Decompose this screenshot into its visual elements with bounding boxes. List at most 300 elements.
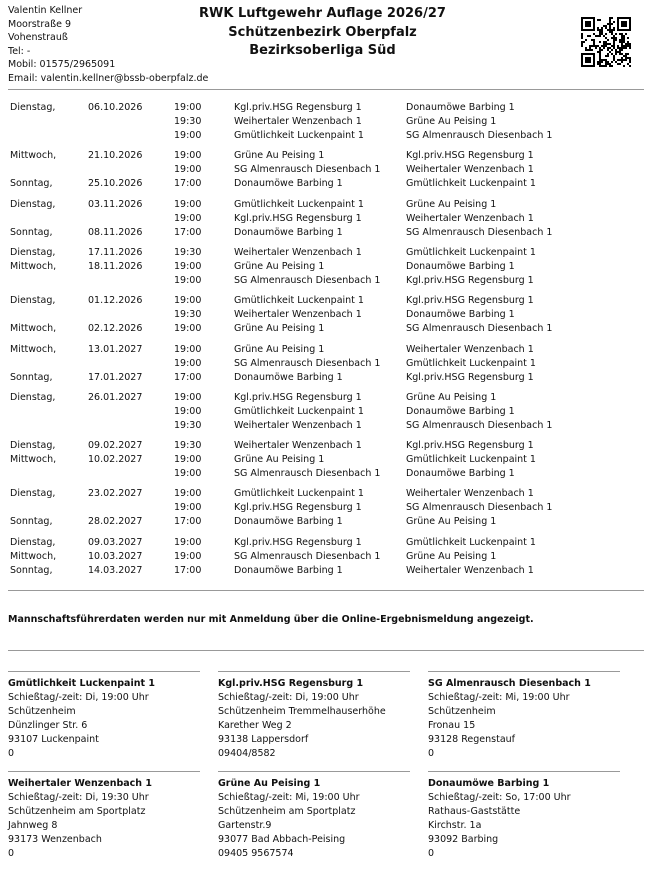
qr-module	[617, 51, 619, 53]
qr-module	[589, 47, 591, 49]
fixture-row	[0, 391, 645, 405]
fixture-date: 21.10.2026	[88, 150, 143, 162]
fixture-away-team: SG Almenrausch Diesenbach 1	[406, 502, 553, 514]
qr-module	[587, 23, 589, 25]
fixture-away-team: Gmütlichkeit Luckenpaint 1	[406, 178, 536, 190]
fixture-row	[0, 274, 645, 288]
team-name: Kgl.priv.HSG Regensburg 1	[218, 678, 364, 689]
qr-module	[625, 47, 627, 49]
team-street: Karether Weg 2	[218, 720, 292, 731]
fixture-time: 19:30	[174, 246, 202, 258]
qr-module	[581, 29, 583, 31]
qr-module	[623, 37, 625, 39]
fixture-home-team: Donaumöwe Barbing 1	[234, 226, 343, 238]
fixture-time: 19:00	[174, 536, 202, 548]
qr-module	[611, 65, 613, 67]
qr-module	[581, 27, 583, 29]
team-contact-card	[8, 677, 200, 761]
qr-module	[581, 41, 583, 43]
fixture-away-team: Weihertaler Wenzenbach 1	[406, 343, 534, 355]
qr-module	[593, 59, 595, 61]
team-phone: 09404/8582	[218, 748, 276, 759]
qr-module	[619, 49, 621, 51]
contact-tel: Tel: -	[8, 45, 31, 57]
qr-module	[617, 19, 619, 21]
qr-module	[599, 35, 601, 37]
fixture-time: 19:00	[174, 468, 202, 480]
qr-module	[601, 61, 603, 63]
qr-module	[603, 45, 605, 47]
qr-module	[589, 25, 591, 27]
qr-module	[621, 59, 623, 61]
qr-module	[599, 61, 601, 63]
fixture-time: 19:00	[174, 488, 202, 500]
fixture-time: 19:00	[174, 550, 202, 562]
qr-module	[589, 21, 591, 23]
qr-module	[613, 57, 615, 59]
fixture-time: 17:00	[174, 178, 202, 190]
fixture-day: Dienstag,	[10, 198, 56, 210]
qr-module	[613, 55, 615, 57]
qr-module	[629, 17, 631, 19]
team-city: 93107 Luckenpaint	[8, 734, 99, 745]
qr-module	[597, 35, 599, 37]
fixture-day: Sonntag,	[10, 226, 53, 238]
qr-module	[623, 41, 625, 43]
fixture-away-team: Gmütlichkeit Luckenpaint 1	[406, 536, 536, 548]
qr-module	[621, 33, 623, 35]
fixture-row	[0, 453, 645, 467]
qr-module	[625, 17, 627, 19]
fixture-home-team: Gmütlichkeit Luckenpaint 1	[234, 198, 364, 210]
fixture-home-team: Grüne Au Peising 1	[234, 323, 325, 335]
qr-module	[607, 47, 609, 49]
qr-module	[603, 47, 605, 49]
qr-module	[619, 29, 621, 31]
qr-module	[619, 53, 621, 55]
fixture-home-team: Donaumöwe Barbing 1	[234, 371, 343, 383]
qr-module	[625, 45, 627, 47]
qr-module	[615, 49, 617, 51]
qr-module	[589, 61, 591, 63]
qr-module	[615, 61, 617, 63]
qr-module	[603, 35, 605, 37]
qr-module	[629, 27, 631, 29]
qr-module	[587, 59, 589, 61]
qr-module	[593, 21, 595, 23]
qr-module	[613, 35, 615, 37]
fixture-time: 19:00	[174, 130, 202, 141]
team-street: Fronau 15	[428, 720, 476, 731]
fixture-date: 09.02.2027	[88, 440, 143, 452]
qr-module	[617, 17, 619, 19]
qr-module	[581, 55, 583, 57]
qr-module	[627, 53, 629, 55]
qr-module	[605, 33, 607, 35]
fixture-date: 10.03.2027	[88, 550, 143, 562]
fixture-time: 19:00	[174, 343, 202, 355]
qr-module	[627, 57, 629, 59]
qr-module	[629, 43, 631, 45]
qr-module	[581, 43, 583, 45]
qr-module	[589, 35, 591, 37]
team-divider	[218, 671, 410, 672]
fixture-row	[0, 101, 645, 115]
team-phone: 0	[8, 848, 15, 859]
fixture-away-team: Grüne Au Peising 1	[406, 391, 497, 403]
fixture-away-team: SG Almenrausch Diesenbach 1	[406, 323, 553, 335]
qr-module	[623, 35, 625, 37]
fixture-date: 25.10.2026	[88, 178, 143, 190]
fixture-day: Mittwoch,	[10, 260, 57, 272]
qr-module	[593, 17, 595, 19]
qr-module	[625, 33, 627, 35]
fixture-time: 17:00	[174, 564, 202, 576]
fixture-day: Mittwoch,	[10, 550, 57, 562]
qr-module	[589, 57, 591, 59]
team-divider	[8, 771, 200, 772]
fixture-home-team: Weihertaler Wenzenbach 1	[234, 116, 362, 127]
qr-module	[613, 47, 615, 49]
fixture-day: Mittwoch,	[10, 150, 57, 162]
team-city: 93077 Bad Abbach-Peising	[218, 834, 346, 845]
fixture-time: 19:00	[174, 150, 202, 162]
qr-module	[581, 25, 583, 27]
fixtures-divider	[8, 590, 644, 591]
qr-module	[589, 59, 591, 61]
qr-module	[621, 61, 623, 63]
qr-module	[587, 25, 589, 27]
fixture-row	[0, 308, 645, 322]
qr-module	[583, 17, 585, 19]
qr-module	[589, 23, 591, 25]
qr-module	[615, 53, 617, 55]
fixture-date: 28.02.2027	[88, 516, 143, 528]
qr-module	[585, 21, 587, 23]
team-divider	[428, 671, 620, 672]
fixture-home-team: SG Almenrausch Diesenbach 1	[234, 274, 381, 286]
qr-module	[629, 61, 631, 63]
qr-module	[599, 33, 601, 35]
fixture-away-team: Grüne Au Peising 1	[406, 116, 497, 127]
qr-module	[591, 29, 593, 31]
qr-module	[627, 63, 629, 65]
team-contact-card	[8, 777, 200, 861]
qr-module	[623, 47, 625, 49]
team-name: Gmütlichkeit Luckenpaint 1	[8, 678, 155, 689]
fixture-home-team: Grüne Au Peising 1	[234, 454, 325, 466]
fixture-away-team: SG Almenrausch Diesenbach 1	[406, 226, 553, 238]
fixture-away-team: Kgl.priv.HSG Regensburg 1	[406, 371, 534, 383]
qr-module	[593, 39, 595, 41]
qr-module	[587, 29, 589, 31]
qr-module	[593, 19, 595, 21]
team-street: Dünzlinger Str. 6	[8, 720, 88, 731]
fixture-day: Mittwoch,	[10, 343, 57, 355]
qr-module	[625, 21, 627, 23]
qr-module	[629, 29, 631, 31]
fixture-date: 26.01.2027	[88, 391, 143, 403]
fixture-home-team: SG Almenrausch Diesenbach 1	[234, 550, 381, 562]
fixture-time: 19:00	[174, 260, 202, 272]
qr-module	[599, 29, 601, 31]
fixture-home-team: Kgl.priv.HSG Regensburg 1	[234, 536, 362, 548]
fixture-row	[0, 246, 645, 260]
fixture-time: 19:00	[174, 164, 202, 176]
qr-module	[603, 25, 605, 27]
team-street: Gartenstr.9	[218, 820, 272, 831]
qr-module	[581, 19, 583, 21]
qr-module	[609, 65, 611, 67]
fixture-away-team: Kgl.priv.HSG Regensburg 1	[406, 274, 534, 286]
qr-module	[593, 61, 595, 63]
qr-module	[585, 57, 587, 59]
fixture-away-team: Grüne Au Peising 1	[406, 516, 497, 528]
qr-module	[627, 29, 629, 31]
qr-module	[597, 45, 599, 47]
qr-module	[623, 65, 625, 67]
fixture-home-team: Gmütlichkeit Luckenpaint 1	[234, 405, 364, 417]
qr-module	[613, 21, 615, 23]
fixture-away-team: Kgl.priv.HSG Regensburg 1	[406, 295, 534, 307]
team-name: Weihertaler Wenzenbach 1	[8, 778, 152, 789]
qr-module	[599, 59, 601, 61]
qr-module	[607, 29, 609, 31]
qr-module	[619, 63, 621, 65]
fixture-home-team: Grüne Au Peising 1	[234, 343, 325, 355]
qr-module	[605, 25, 607, 27]
team-phone: 0	[8, 748, 15, 759]
fixture-day: Sonntag,	[10, 516, 53, 528]
qr-module	[611, 31, 613, 33]
qr-module	[617, 29, 619, 31]
qr-module	[595, 47, 597, 49]
qr-module	[583, 53, 585, 55]
fixture-day: Dienstag,	[10, 102, 56, 113]
qr-module	[611, 53, 613, 55]
fixture-away-team: Grüne Au Peising 1	[406, 198, 497, 210]
contact-street: Moorstraße 9	[8, 18, 72, 30]
qr-module	[623, 45, 625, 47]
fixture-home-team: Gmütlichkeit Luckenpaint 1	[234, 295, 364, 307]
qr-module	[613, 27, 615, 29]
qr-module	[625, 29, 627, 31]
qr-module	[627, 43, 629, 45]
qr-module	[615, 51, 617, 53]
qr-module	[589, 49, 591, 51]
fixture-date: 18.11.2026	[88, 260, 143, 272]
qr-code-icon	[581, 17, 631, 67]
qr-module	[581, 23, 583, 25]
fixture-away-team: Weihertaler Wenzenbach 1	[406, 564, 534, 576]
qr-module	[597, 63, 599, 65]
qr-module	[599, 19, 601, 21]
contact-name: Valentin Kellner	[8, 5, 83, 16]
fixture-time: 19:00	[174, 274, 202, 286]
team-contact-card	[218, 777, 410, 861]
qr-module	[617, 45, 619, 47]
team-divider	[428, 771, 620, 772]
qr-module	[625, 57, 627, 59]
fixture-time: 19:00	[174, 323, 202, 335]
team-schedule: Schießtag/-zeit: Mi, 19:00 Uhr	[218, 792, 360, 803]
fixture-away-team: Gmütlichkeit Luckenpaint 1	[406, 454, 536, 466]
team-divider	[218, 771, 410, 772]
fixture-time: 17:00	[174, 516, 202, 528]
fixture-home-team: Weihertaler Wenzenbach 1	[234, 419, 362, 431]
fixture-away-team: Weihertaler Wenzenbach 1	[406, 212, 534, 224]
qr-module	[599, 65, 601, 67]
qr-module	[583, 41, 585, 43]
qr-module	[585, 29, 587, 31]
qr-module	[621, 35, 623, 37]
fixture-home-team: SG Almenrausch Diesenbach 1	[234, 468, 381, 480]
qr-module	[601, 31, 603, 33]
qr-module	[609, 43, 611, 45]
qr-module	[609, 31, 611, 33]
fixture-home-team: SG Almenrausch Diesenbach 1	[234, 357, 381, 369]
qr-module	[611, 23, 613, 25]
fixture-row	[0, 129, 645, 143]
title-line-1: RWK Luftgewehr Auflage 2026/27	[199, 6, 446, 21]
qr-module	[619, 17, 621, 19]
qr-module	[629, 19, 631, 21]
fixture-row	[0, 357, 645, 371]
qr-module	[617, 21, 619, 23]
qr-module	[601, 49, 603, 51]
fixture-home-team: Kgl.priv.HSG Regensburg 1	[234, 102, 362, 113]
fixture-row	[0, 515, 645, 529]
qr-module	[605, 37, 607, 39]
qr-module	[595, 45, 597, 47]
fixture-away-team: Grüne Au Peising 1	[406, 550, 497, 562]
qr-module	[627, 45, 629, 47]
fixture-row	[0, 343, 645, 357]
qr-module	[619, 39, 621, 41]
fixture-day: Dienstag,	[10, 246, 56, 258]
fixture-row	[0, 467, 645, 481]
fixture-row	[0, 405, 645, 419]
fixture-day: Mittwoch,	[10, 323, 57, 335]
team-venue: Schützenheim Tremmelhauserhöhe	[218, 706, 386, 717]
qr-module	[607, 53, 609, 55]
qr-module	[597, 27, 599, 29]
fixture-time: 19:30	[174, 419, 202, 431]
qr-module	[623, 25, 625, 27]
fixture-day: Dienstag,	[10, 391, 56, 403]
qr-module	[619, 59, 621, 61]
qr-module	[599, 31, 601, 33]
qr-module	[593, 23, 595, 25]
fixture-row	[0, 212, 645, 226]
qr-module	[587, 57, 589, 59]
team-phone: 0	[428, 748, 435, 759]
qr-module	[613, 59, 615, 61]
team-venue: Rathaus-Gaststätte	[428, 806, 521, 817]
qr-module	[593, 45, 595, 47]
qr-module	[587, 17, 589, 19]
fixture-away-team: Donaumöwe Barbing 1	[406, 468, 515, 480]
qr-module	[581, 61, 583, 63]
team-name: SG Almenrausch Diesenbach 1	[428, 678, 591, 689]
qr-module	[605, 63, 607, 65]
team-city: 93138 Lappersdorf	[218, 734, 309, 745]
qr-module	[609, 21, 611, 23]
fixture-day: Dienstag,	[10, 536, 56, 548]
qr-module	[625, 53, 627, 55]
team-city: 93092 Barbing	[428, 834, 499, 845]
fixture-time: 19:30	[174, 309, 202, 321]
fixture-home-team: Grüne Au Peising 1	[234, 150, 325, 162]
fixture-row	[0, 115, 645, 129]
qr-module	[607, 63, 609, 65]
qr-module	[591, 49, 593, 51]
qr-module	[585, 17, 587, 19]
qr-module	[623, 23, 625, 25]
qr-module	[597, 61, 599, 63]
qr-module	[623, 29, 625, 31]
qr-module	[581, 53, 583, 55]
fixture-time: 19:00	[174, 295, 202, 307]
qr-module	[597, 29, 599, 31]
fixture-date: 01.12.2026	[88, 295, 143, 307]
fixture-home-team: Weihertaler Wenzenbach 1	[234, 246, 362, 258]
qr-module	[629, 59, 631, 61]
qr-module	[617, 27, 619, 29]
team-contact-card	[218, 677, 410, 761]
contact-city: Vohenstrauß	[8, 32, 68, 44]
fixture-day: Sonntag,	[10, 178, 53, 190]
qr-module	[625, 25, 627, 27]
team-schedule: Schießtag/-zeit: Di, 19:30 Uhr	[8, 792, 149, 803]
team-schedule: Schießtag/-zeit: So, 17:00 Uhr	[428, 792, 571, 803]
qr-module	[621, 25, 623, 27]
qr-module	[619, 41, 621, 43]
team-city: 93173 Wenzenbach	[8, 834, 102, 845]
qr-module	[629, 21, 631, 23]
qr-module	[587, 35, 589, 37]
qr-module	[611, 61, 613, 63]
fixture-home-team: Gmütlichkeit Luckenpaint 1	[234, 488, 364, 500]
fixture-away-team: Gmütlichkeit Luckenpaint 1	[406, 357, 536, 369]
team-venue: Schützenheim am Sportplatz	[218, 806, 356, 817]
qr-module	[593, 63, 595, 65]
qr-module	[625, 59, 627, 61]
qr-module	[597, 51, 599, 53]
qr-module	[581, 45, 583, 47]
qr-module	[585, 25, 587, 27]
fixture-home-team: Gmütlichkeit Luckenpaint 1	[234, 130, 364, 141]
qr-module	[629, 23, 631, 25]
fixture-row	[0, 371, 645, 385]
qr-module	[599, 41, 601, 43]
qr-module	[613, 29, 615, 31]
fixture-date: 06.10.2026	[88, 102, 143, 113]
fixture-away-team: Weihertaler Wenzenbach 1	[406, 164, 534, 176]
qr-module	[583, 65, 585, 67]
qr-module	[585, 53, 587, 55]
qr-module	[587, 49, 589, 51]
team-phone: 09405 9567574	[218, 848, 294, 859]
team-schedule: Schießtag/-zeit: Di, 19:00 Uhr	[218, 692, 359, 703]
qr-module	[621, 49, 623, 51]
qr-module	[587, 53, 589, 55]
fixture-row	[0, 294, 645, 308]
header-divider	[8, 89, 644, 90]
contact-mobil: Mobil: 01575/2965091	[8, 59, 116, 71]
fixture-time: 19:00	[174, 198, 202, 210]
fixture-home-team: Weihertaler Wenzenbach 1	[234, 440, 362, 452]
